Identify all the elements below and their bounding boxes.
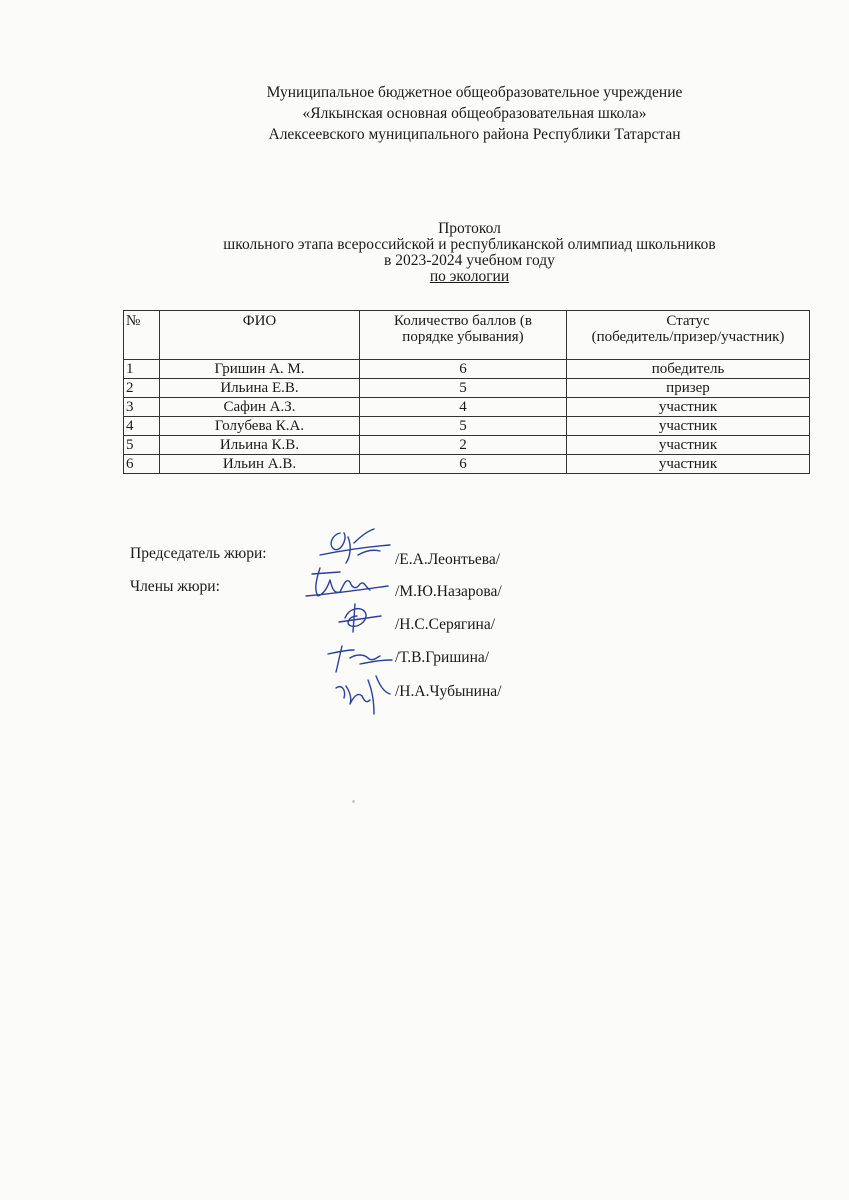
row-fio: Голубева К.А.	[160, 417, 360, 436]
row-status: призер	[567, 379, 810, 398]
title-line-3: в 2023-2024 учебном году	[384, 252, 555, 269]
row-status: участник	[567, 398, 810, 417]
table-row	[124, 417, 810, 436]
chair-label: Председатель жюри:	[130, 545, 267, 562]
header-num: №	[124, 311, 160, 360]
chair-name: /Е.А.Леонтьева/	[395, 551, 501, 568]
row-num: 1	[124, 360, 160, 379]
row-num: 2	[124, 379, 160, 398]
table-row	[124, 436, 810, 455]
header-status-line-2: (победитель/призер/участник)	[591, 329, 785, 345]
header-status	[567, 311, 810, 360]
table-row	[124, 360, 810, 379]
row-num: 4	[124, 417, 160, 436]
member-name: /Н.С.Серягина/	[395, 616, 496, 633]
table-row	[124, 398, 810, 417]
row-fio: Ильин А.В.	[160, 455, 360, 474]
header-status-line-1: Статус	[666, 313, 710, 329]
row-num: 3	[124, 398, 160, 417]
school-header	[0, 82, 849, 145]
row-status: победитель	[567, 360, 810, 379]
row-fio: Ильина Е.В.	[160, 379, 360, 398]
row-status: участник	[567, 436, 810, 455]
member-name: /Н.А.Чубынина/	[395, 683, 502, 700]
header-score-line-2: порядке убывания)	[402, 329, 524, 345]
header-fio: ФИО	[160, 311, 360, 360]
subject-title: по экологии	[429, 268, 510, 285]
row-score: 4	[360, 398, 567, 417]
table-row	[124, 455, 810, 474]
row-num: 6	[124, 455, 160, 474]
row-status: участник	[567, 417, 810, 436]
row-score: 2	[360, 436, 567, 455]
signature-member-4	[330, 670, 395, 720]
row-score: 5	[360, 379, 567, 398]
row-score: 6	[360, 360, 567, 379]
table-row	[124, 379, 810, 398]
header-line-2: «Ялкынская основная общеобразовательная школа»	[302, 105, 647, 122]
row-fio: Гришин А. М.	[160, 360, 360, 379]
members-label: Члены жюри:	[130, 578, 220, 595]
scan-speck	[352, 800, 355, 803]
header-score	[360, 311, 567, 360]
row-status: участник	[567, 455, 810, 474]
results-table	[123, 310, 810, 474]
row-fio: Сафин А.З.	[160, 398, 360, 417]
table-header-row	[124, 311, 810, 360]
title-line-1: Протокол	[438, 220, 501, 237]
row-num: 5	[124, 436, 160, 455]
title-line-2: школьного этапа всероссийской и республиканской олимпиад школьников	[223, 236, 716, 253]
signature-member-2	[335, 598, 385, 638]
row-score: 5	[360, 417, 567, 436]
document-title	[0, 221, 849, 285]
member-name: /М.Ю.Назарова/	[395, 583, 502, 600]
header-line-3: Алексеевского муниципального района Республики Татарстан	[268, 126, 681, 143]
member-name: /Т.В.Гришина/	[395, 649, 490, 666]
row-score: 6	[360, 455, 567, 474]
row-fio: Ильина К.В.	[160, 436, 360, 455]
header-line-1: Муниципальное бюджетное общеобразовательное учреждение	[266, 84, 683, 101]
header-score-line-1: Количество баллов (в	[394, 313, 532, 329]
